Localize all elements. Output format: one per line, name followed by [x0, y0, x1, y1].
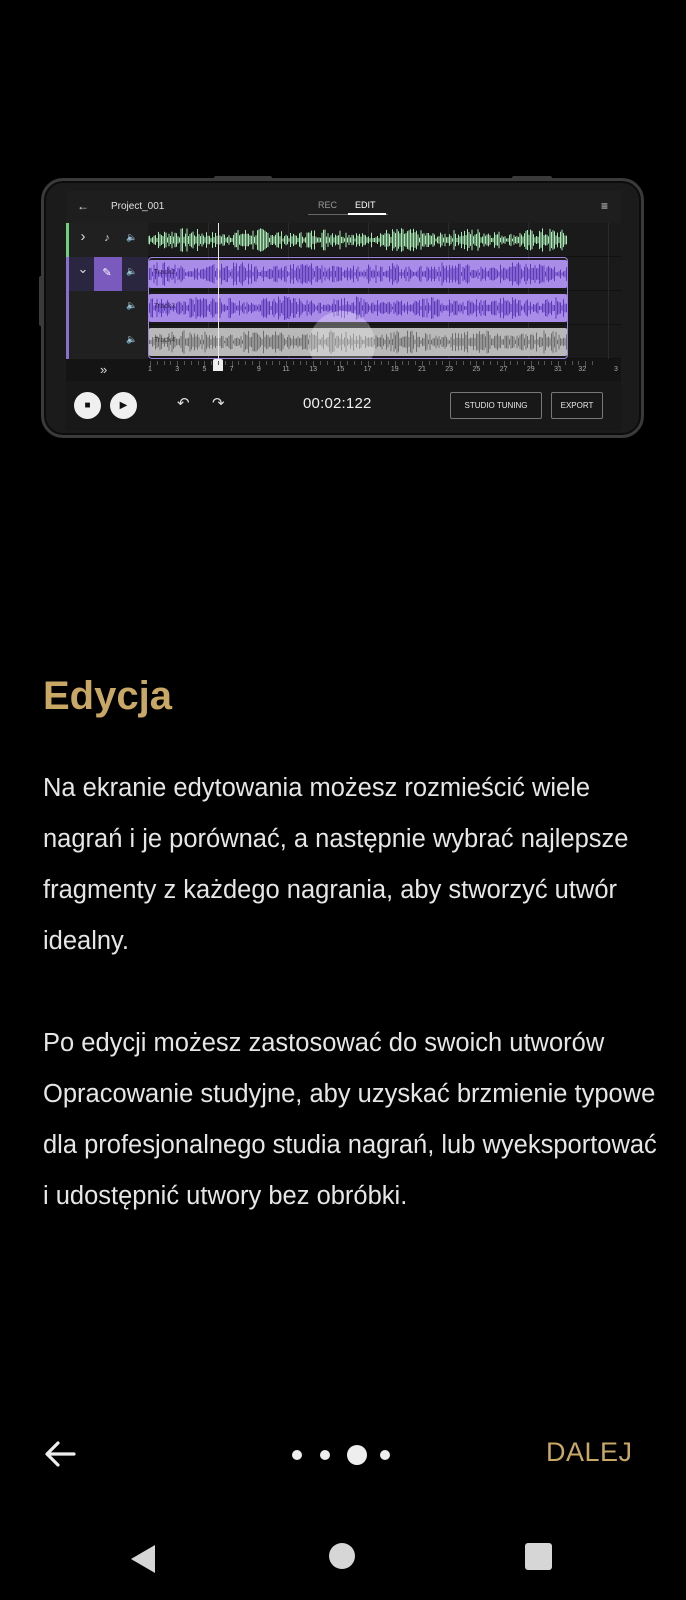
ruler-tick: [572, 361, 573, 365]
tab-edit: EDIT: [355, 200, 376, 210]
ruler-tick: [592, 361, 593, 365]
page-dot-active: [347, 1445, 367, 1465]
back-button[interactable]: [40, 1434, 80, 1474]
system-recents-icon[interactable]: [525, 1543, 552, 1570]
export-button: EXPORT: [551, 392, 603, 419]
ruler-tick: [218, 361, 219, 365]
ruler-tick: [415, 361, 416, 365]
ruler-tick: [293, 361, 294, 365]
ruler-label: 32: [578, 366, 587, 373]
expand-chevron-icon: ›: [80, 228, 86, 245]
volume-icon: 🔈: [126, 232, 138, 242]
ruler-label: 25: [472, 366, 481, 373]
system-back-icon[interactable]: [128, 1542, 158, 1576]
music-note-icon: ♪: [104, 232, 110, 244]
clip-name: Track3: [154, 303, 176, 310]
ruler-tick: [510, 361, 511, 365]
ruler-label: 31: [554, 366, 562, 373]
ruler-label: 9: [256, 366, 261, 373]
waveform: [148, 226, 568, 254]
ruler-label: 29: [526, 366, 535, 373]
ruler-tick: [191, 361, 192, 365]
undo-icon: ↶: [177, 395, 190, 412]
tab-active-indicator: [348, 213, 386, 215]
app-header: [66, 191, 621, 223]
ruler-label: 1: [148, 366, 152, 373]
track-controls: [66, 223, 148, 257]
grid-line: [608, 291, 609, 325]
timecode: 00:02:122: [303, 395, 372, 412]
audio-clip: [148, 226, 568, 254]
ruler-tick: [463, 361, 464, 365]
ruler-label: 27: [499, 366, 508, 373]
ruler-label: 15: [336, 366, 345, 373]
ruler-tick: [252, 361, 253, 365]
track-color-stripe: [66, 325, 69, 359]
ruler-tick: [456, 361, 457, 365]
page-dot: [292, 1450, 302, 1460]
stop-icon: ■: [84, 400, 91, 411]
phone-illustration: [41, 178, 644, 438]
mode-tabs: [308, 191, 388, 223]
next-button[interactable]: DALEJ: [546, 1437, 633, 1467]
ruler-tick: [354, 361, 355, 365]
grid-line: [608, 223, 609, 257]
phone-volume-button: [214, 176, 272, 180]
ruler-tick: [483, 361, 484, 365]
ruler-label: 19: [390, 366, 399, 373]
ruler-tick: [497, 361, 498, 365]
ruler-tick: [320, 361, 321, 365]
ruler-tick: [408, 361, 409, 365]
grid-line: [608, 257, 609, 291]
ruler-tick: [361, 361, 362, 365]
ruler-tick: [470, 361, 471, 365]
ruler-tick: [381, 361, 382, 365]
ruler-label: 23: [445, 366, 454, 373]
redo-icon: ↷: [212, 395, 225, 412]
ruler-tick: [538, 361, 539, 365]
ruler-tick: [442, 361, 443, 365]
ruler-label: 13: [309, 366, 318, 373]
track-controls: [66, 257, 148, 291]
ruler-label: 17: [363, 366, 372, 373]
ruler-tick: [184, 361, 185, 365]
ruler-label: 5: [202, 366, 207, 373]
timeline-ruler: [66, 359, 621, 381]
volume-icon: 🔈: [126, 300, 138, 310]
ruler-tick: [490, 361, 491, 365]
ruler-tick: [238, 361, 239, 365]
ruler-label: 3: [175, 366, 180, 373]
ruler-tick: [300, 361, 301, 365]
ruler-tick: [334, 361, 335, 365]
collapse-chevron-icon: ⌄: [77, 261, 89, 276]
page-indicator: [292, 1440, 402, 1470]
ruler-tick: [245, 361, 246, 365]
ruler-label: 7: [229, 366, 234, 373]
track-controls: [66, 325, 148, 359]
ruler-tick: [436, 361, 437, 365]
system-home-icon[interactable]: [329, 1543, 355, 1569]
clip-name: Track2: [154, 269, 176, 276]
description-paragraph-1: Na ekranie edytowania możesz rozmieścić wiele nagrań i je porównać, a następnie wybrać najlepsze fragmenty z każdego nagrania, aby stworzyć utwór idealny.: [43, 774, 629, 955]
volume-icon: 🔈: [126, 334, 138, 344]
ruler-tick: [347, 361, 348, 365]
page-title: Edycja: [43, 674, 172, 718]
track-color-stripe: [66, 223, 69, 257]
track-row: [66, 223, 621, 257]
project-title: Project_001: [111, 201, 165, 212]
ruler-tick: [198, 361, 199, 365]
clip-name: Track4: [154, 337, 176, 344]
ruler-tick: [266, 361, 267, 365]
stop-button: [74, 392, 101, 419]
ruler-tick: [279, 361, 280, 365]
ruler-tick: [565, 361, 566, 365]
ruler-tick: [374, 361, 375, 365]
ruler-tick: [272, 361, 273, 365]
grid-line: [608, 325, 609, 359]
phone-power-button: [512, 176, 552, 180]
pen-icon: ✎: [102, 267, 112, 279]
ruler-tick: [402, 361, 403, 365]
ruler-tick: [164, 361, 165, 365]
ruler-tick: [429, 361, 430, 365]
ruler-label: 21: [418, 366, 426, 373]
back-arrow-icon: ←: [77, 199, 89, 213]
phone-side-button: [39, 276, 43, 326]
tab-rec: REC: [318, 200, 338, 210]
playhead-line: [218, 223, 219, 373]
ruler-tick: [327, 361, 328, 365]
play-button: [110, 392, 137, 419]
ruler-tick: [225, 361, 226, 365]
ruler-tick: [211, 361, 212, 365]
waveform-path: [148, 228, 567, 251]
back-arrow-icon: [40, 1434, 80, 1474]
ruler-tick: [578, 361, 579, 365]
studio-tuning-button: STUDIO TUNING: [450, 392, 542, 419]
ruler-tick: [157, 361, 158, 365]
track-color-stripe: [66, 291, 69, 325]
app-screen: [66, 191, 621, 431]
description-paragraph-2: Po edycji możesz zastosować do swoich utworów Opracowanie studyjne, aby uzyskać brzmienie typowe dla profesjonalnego studia nagrań, lub wyeksportować i udostępnić utwory bez obróbki.: [43, 1029, 657, 1210]
transport-bar: [66, 381, 621, 431]
ruler-tick: [306, 361, 307, 365]
ruler-tick: [544, 361, 545, 365]
ruler-label: 11: [282, 366, 290, 373]
ruler-tick: [551, 361, 552, 365]
ruler-tick: [524, 361, 525, 365]
track-controls: [66, 291, 148, 325]
menu-icon: ≡: [601, 199, 609, 213]
play-icon: ▶: [119, 400, 128, 411]
page-dot: [380, 1450, 390, 1460]
ruler-label: 3: [614, 366, 618, 373]
volume-icon: 🔈: [126, 266, 138, 276]
ruler-tick: [170, 361, 171, 365]
system-nav-bar: [0, 1520, 686, 1600]
ruler-tick: [517, 361, 518, 365]
track-color-stripe: [66, 257, 69, 291]
page-dot: [320, 1450, 330, 1460]
ruler-tick: [388, 361, 389, 365]
fast-forward-icon: »: [100, 362, 108, 377]
